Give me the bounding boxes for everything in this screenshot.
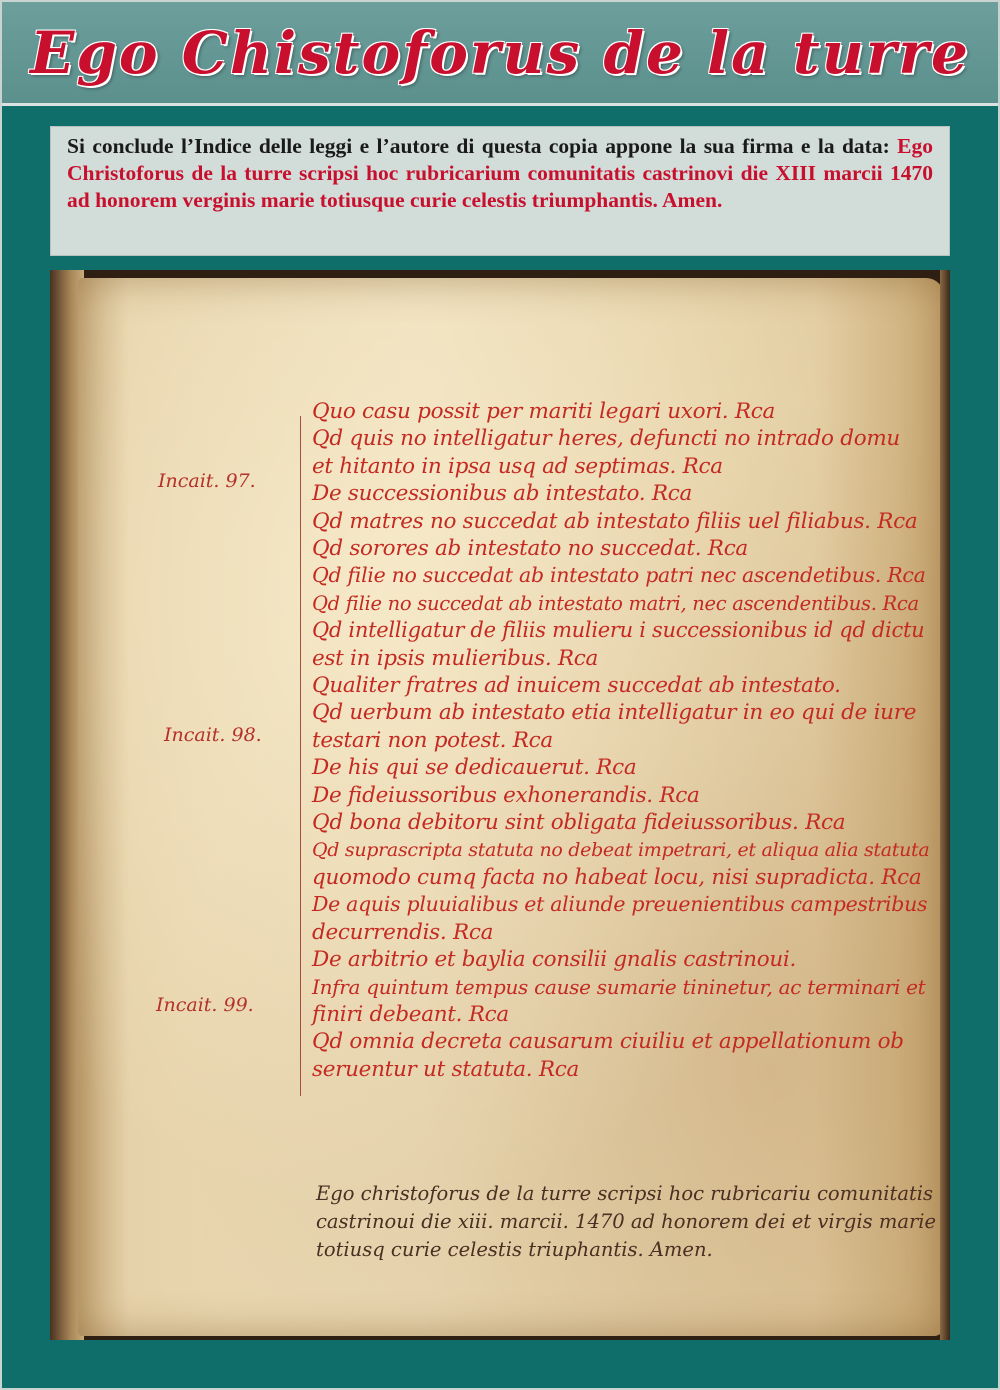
signature-line: Ego christoforus de la turre scripsi hoc rubricariu comunitatis bbox=[316, 1182, 934, 1205]
rubric-line: Qualiter fratres ad inuicem succedat ab intestato. bbox=[312, 673, 841, 699]
rubric-line: Qd filie no succedat ab intestato patri nec ascendetibus. Rca bbox=[312, 563, 926, 588]
rubric-line: De his qui se dedicauerut. Rca bbox=[312, 755, 637, 781]
rubric-line: est in ipsis mulieribus. Rca bbox=[312, 645, 599, 671]
title-banner bbox=[2, 2, 998, 106]
rubric-line: Qd omnia decreta causarum ciuiliu et appellationum ob bbox=[312, 1029, 904, 1055]
caption-intro: Si conclude l’Indice delle leggi e l’autore di questa copia appone la sua firma e la data: bbox=[67, 134, 898, 158]
page-title: Ego Chistoforus de la turre bbox=[30, 18, 970, 87]
rubric-line: De arbitrio et baylia consilii gnalis castrinoui. bbox=[312, 947, 797, 973]
book-edge bbox=[940, 270, 950, 1340]
rubric-line: finiri debeant. Rca bbox=[312, 1001, 509, 1027]
rubric-line: Qd intelligatur de filiis mulieru i successionibus id qd dictu bbox=[312, 618, 925, 643]
rubric-line: Qd quis no intelligatur heres, defuncti no intrado domu bbox=[312, 426, 900, 452]
caption-quote: Ego Christoforus de la turre scripsi hoc rubricarium comunitatis castrinovi die XIII marcii 1470 ad honorem verginis marie totiusque curie celestis triumphantis. Amen. bbox=[67, 134, 933, 212]
rubric-line: testari non potest. Rca bbox=[312, 727, 553, 753]
rubric-line: De fideiussoribus exhonerandis. Rca bbox=[312, 782, 700, 808]
rubric-line: seruentur ut statuta. Rca bbox=[312, 1056, 580, 1082]
signature-line: totiusq curie celestis triuphantis. Amen. bbox=[316, 1238, 713, 1261]
margin-note-98: Incait. 98. bbox=[164, 724, 262, 746]
scribe-signature bbox=[316, 1180, 936, 1264]
manuscript-photo bbox=[50, 270, 950, 1340]
rubric-line: Qd matres no succedat ab intestato filiis uel filiabus. Rca bbox=[312, 508, 918, 534]
margin-note-97: Incait. 97. bbox=[158, 470, 256, 492]
rubric-line: Qd filie no succedat ab intestato matri, nec ascendentibus. Rca bbox=[312, 591, 919, 615]
rubric-line: Qd uerbum ab intestato etia intelligatur in eo qui de iure bbox=[312, 700, 917, 726]
margin-note-99: Incait. 99. bbox=[156, 994, 254, 1016]
rubric-line: Qd bona debitoru sint obligata fideiussoribus. Rca bbox=[312, 810, 846, 836]
rubric-line: quomodo cumq facta no habeat locu, nisi supradicta. Rca bbox=[312, 864, 922, 890]
rubric-line: Infra quintum tempus cause sumarie tininetur, ac terminari et bbox=[312, 974, 926, 999]
rubric-line: Qd sorores ab intestato no succedat. Rca bbox=[312, 536, 748, 562]
rubric-line: De aquis pluuialibus et aliunde preuenientibus campestribus bbox=[312, 892, 928, 917]
rubric-line: et hitanto in ipsa usq ad septimas. Rca bbox=[312, 453, 723, 479]
rubric-line: Qd suprascripta statuta no debeat impetrari, et aliqua alia statuta bbox=[312, 838, 930, 861]
manuscript-page bbox=[78, 278, 944, 1336]
margin-bracket bbox=[300, 416, 311, 1096]
caption-box bbox=[50, 126, 950, 256]
rubric-line: De successionibus ab intestato. Rca bbox=[312, 481, 692, 507]
rubric-list bbox=[312, 398, 932, 1083]
signature-line: castrinoui die xiii. marcii. 1470 ad honorem dei et virgis marie bbox=[316, 1210, 937, 1233]
rubric-line: Quo casu possit per mariti legari uxori. Rca bbox=[312, 399, 776, 424]
rubric-line: decurrendis. Rca bbox=[312, 919, 494, 945]
